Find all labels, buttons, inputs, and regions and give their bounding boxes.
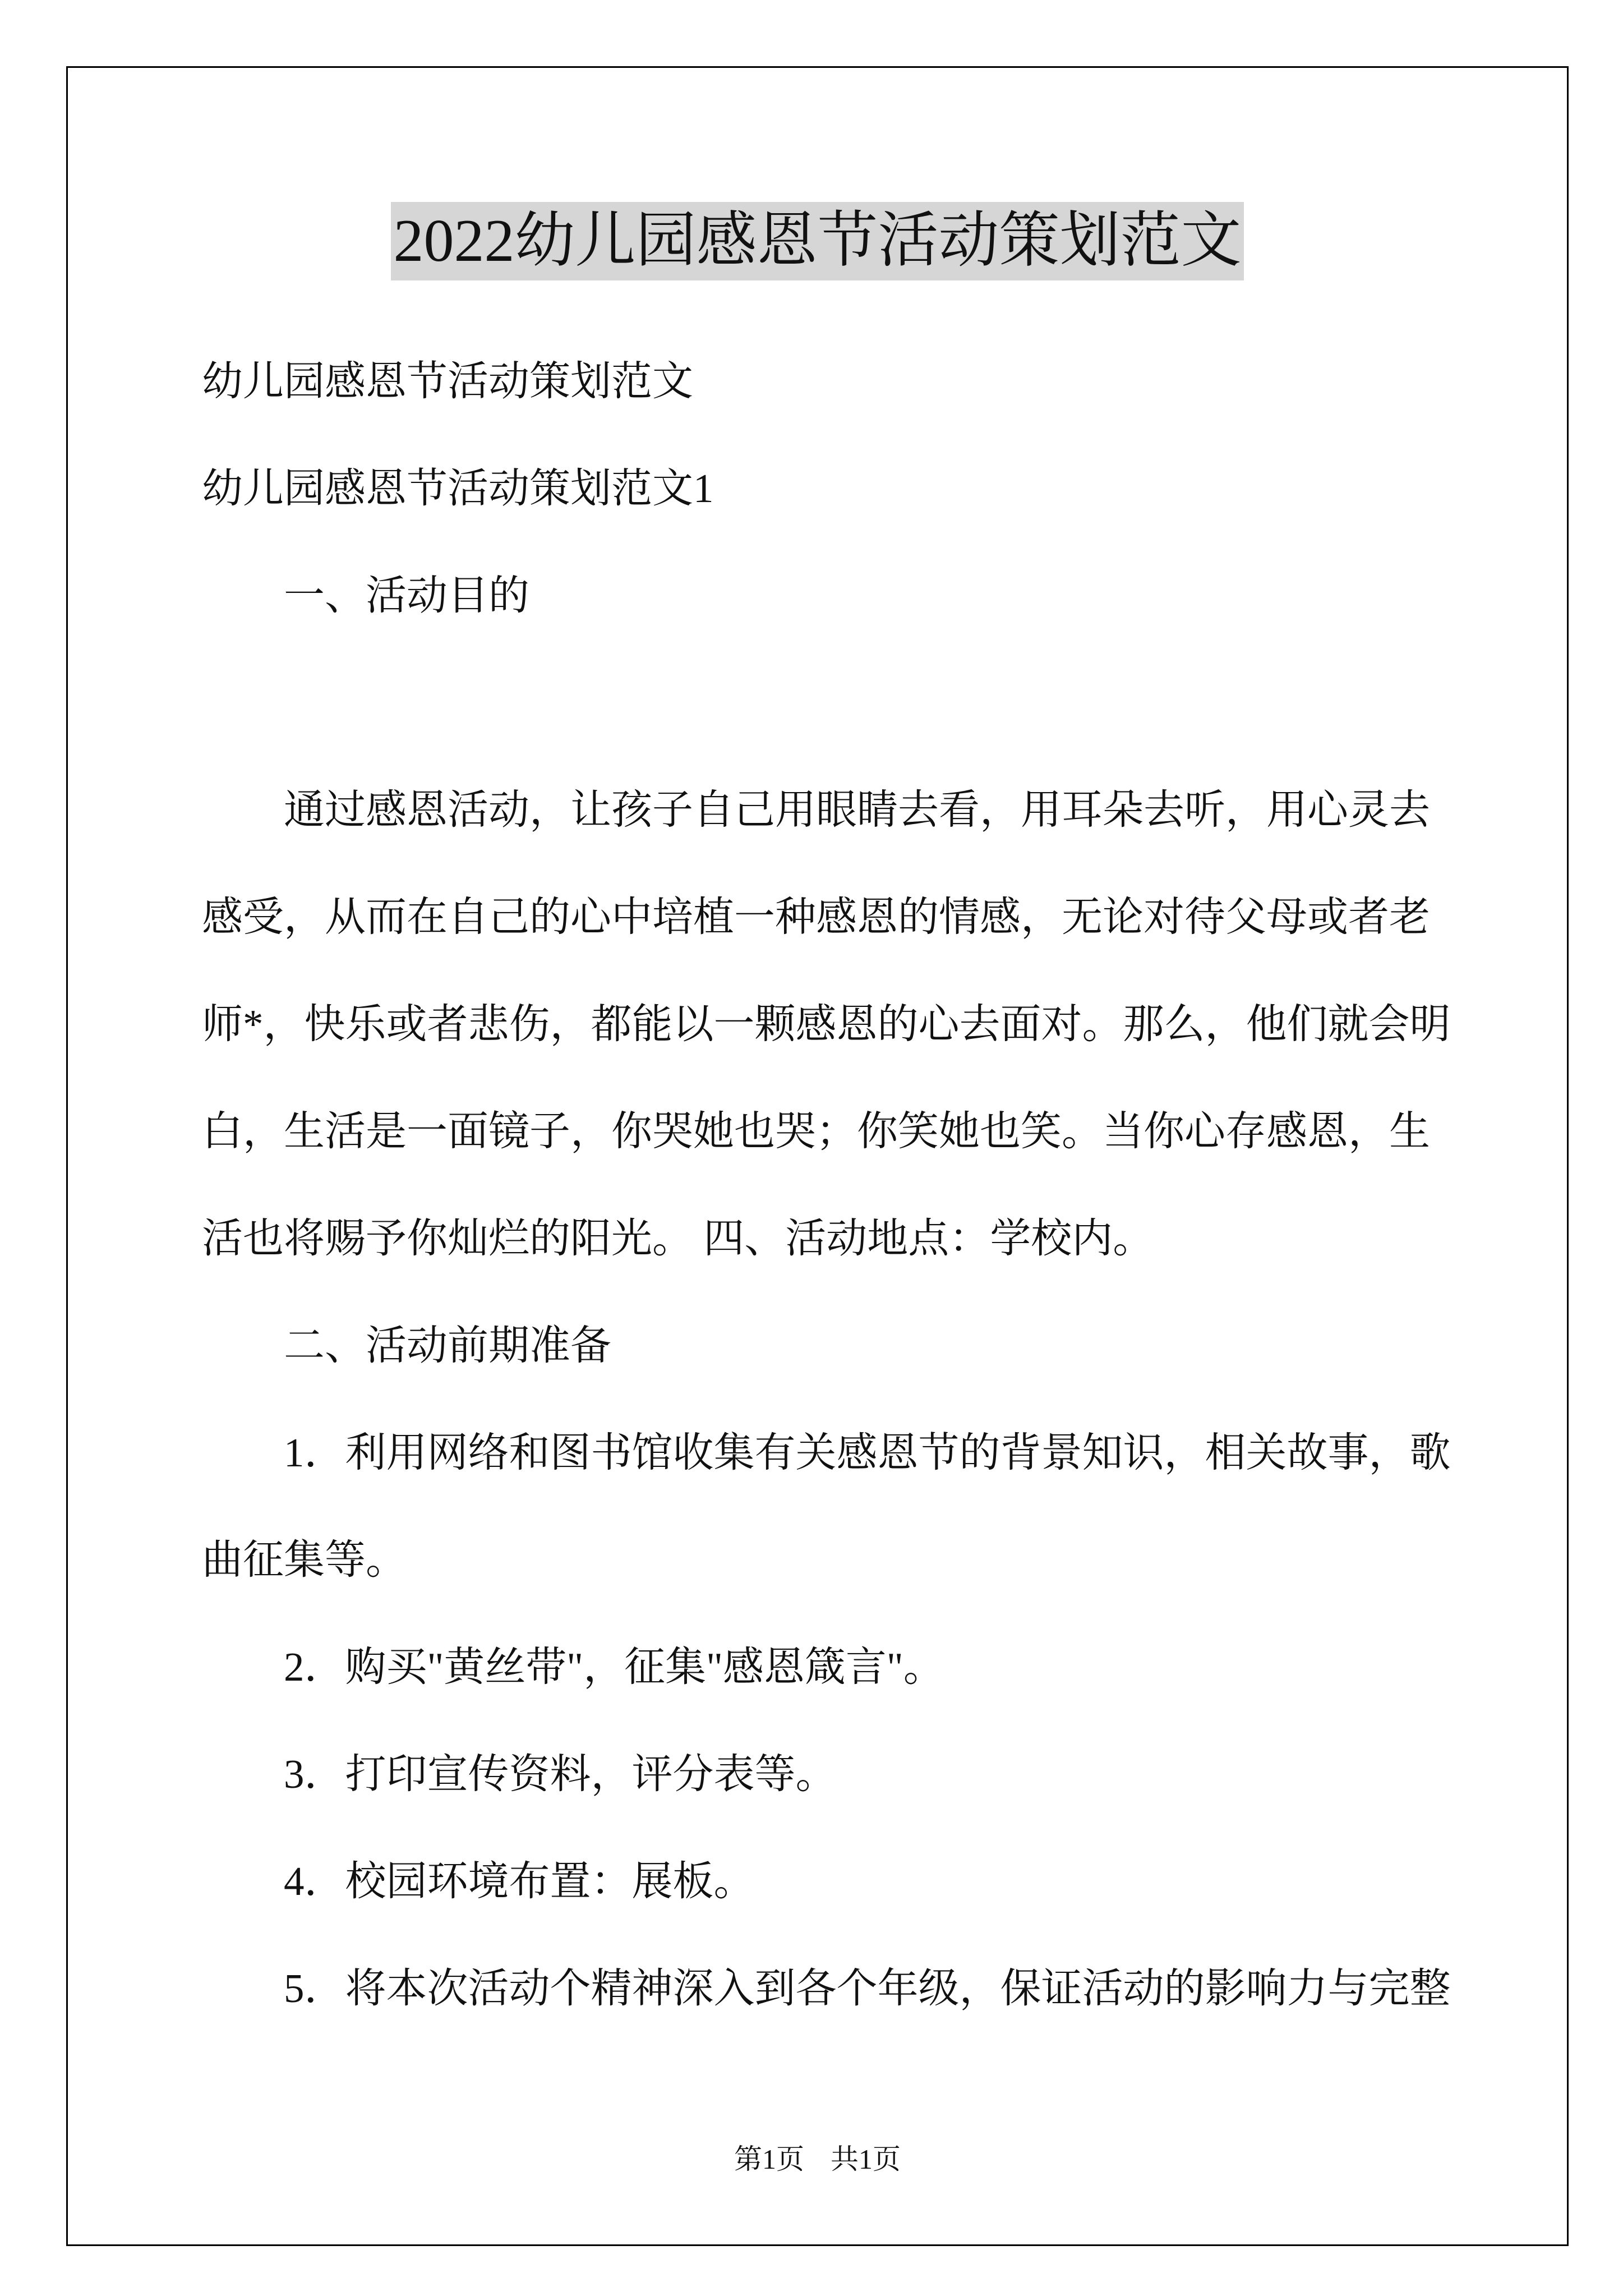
list-item-line: 5．将本次活动个精神深入到各个年级，保证活动的影响力与完整 bbox=[284, 1966, 1451, 2011]
paragraph-line: 活也将赐予你灿烂的阳光。 四、活动地点：学校内。 bbox=[202, 1216, 1154, 1261]
paragraph-line: 通过感恩活动，让孩子自己用眼睛去看，用耳朵去听，用心灵去 bbox=[284, 787, 1430, 832]
list-item bbox=[202, 1613, 1458, 1720]
page-number: 第1页 bbox=[734, 2143, 804, 2175]
list-item bbox=[202, 1720, 1458, 1828]
paragraph-line: 幼儿园感恩节活动策划范文1 bbox=[202, 466, 714, 511]
paragraph-line: 感受，从而在自己的心中培植一种感恩的情感，无论对待父母或者老 bbox=[202, 894, 1430, 940]
heading-line: 二、活动前期准备 bbox=[284, 1323, 611, 1368]
list-item-line: 曲征集等。 bbox=[202, 1537, 407, 1582]
list-item bbox=[202, 1399, 1458, 1613]
document-title: 2022幼儿园感恩节活动策划范文 bbox=[391, 202, 1243, 280]
heading-line: 一、活动目的 bbox=[284, 573, 529, 618]
paragraph-line: 师*，快乐或者悲伤，都能以一颗感恩的心去面对。那么，他们就会明 bbox=[202, 1001, 1451, 1047]
list-item bbox=[202, 1935, 1458, 2042]
page-footer bbox=[66, 2139, 1569, 2179]
paragraph-line: 白，生活是一面镜子，你哭她也哭；你笑她也笑。当你心存感恩，生 bbox=[202, 1108, 1430, 1154]
page-total: 共1页 bbox=[831, 2143, 901, 2175]
document-body bbox=[202, 328, 1458, 2042]
list-item-line: 4．校园环境布置：展板。 bbox=[284, 1858, 755, 1904]
title-row bbox=[66, 202, 1569, 280]
list-item-line: 2．购买"黄丝带"，征集"感恩箴言"。 bbox=[284, 1644, 944, 1690]
section-title-paragraph bbox=[202, 435, 1458, 542]
list-item bbox=[202, 1828, 1458, 1935]
list-item-line: 3．打印宣传资料，评分表等。 bbox=[284, 1751, 837, 1797]
heading-preparation bbox=[202, 1292, 1458, 1399]
subtitle-paragraph bbox=[202, 328, 1458, 435]
heading-activity-purpose bbox=[202, 542, 1458, 649]
purpose-paragraph bbox=[202, 756, 1458, 1292]
list-item-line: 1．利用网络和图书馆收集有关感恩节的背景知识，相关故事，歌 bbox=[284, 1430, 1451, 1475]
paragraph-line: 幼儿园感恩节活动策划范文 bbox=[202, 358, 693, 404]
